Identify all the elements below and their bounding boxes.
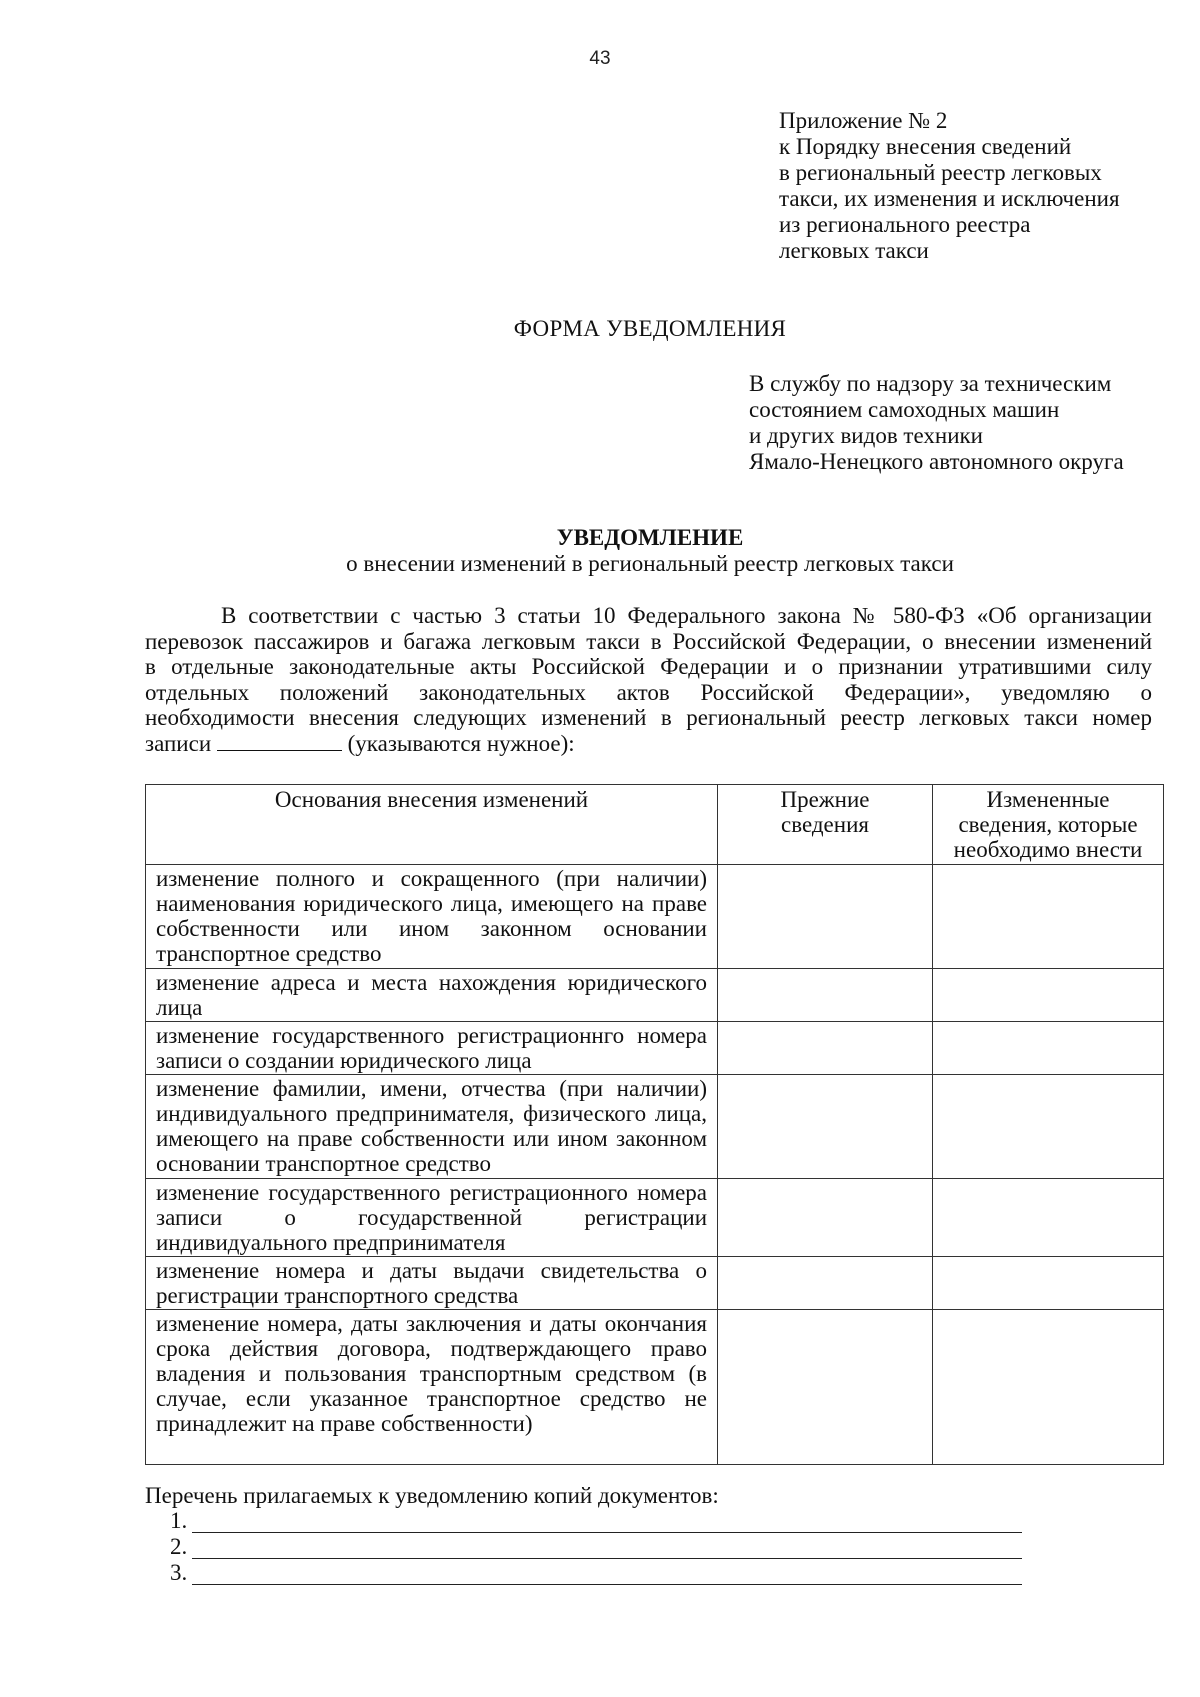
new-info-cell[interactable] bbox=[933, 1310, 1164, 1465]
previous-info-cell[interactable] bbox=[718, 1257, 933, 1310]
table-row bbox=[146, 865, 1164, 969]
addressee-line: Ямало-Ненецкого автономного округа bbox=[749, 449, 1124, 474]
previous-info-cell[interactable] bbox=[718, 1022, 933, 1075]
form-title: ФОРМА УВЕДОМЛЕНИЯ bbox=[513, 316, 787, 341]
attachment-line[interactable] bbox=[192, 1558, 1022, 1559]
notice-title: УВЕДОМЛЕНИЕ bbox=[556, 525, 744, 550]
new-info-cell[interactable] bbox=[933, 1075, 1164, 1179]
header-previous: Прежние сведения bbox=[718, 785, 933, 865]
paragraph-line: перевозок пассажиров и багажа легковым такси в Российской Федерации, о внесении изменений bbox=[145, 628, 1152, 654]
record-number-line bbox=[145, 731, 1152, 757]
header-reasons: Основания внесения изменений bbox=[146, 785, 718, 865]
previous-info-cell[interactable] bbox=[718, 1179, 933, 1257]
changes-table bbox=[145, 784, 1164, 1465]
attachment-line[interactable] bbox=[192, 1584, 1022, 1585]
reason-cell: изменение фамилии, имени, отчества (при наличии) индивидуального предпринимателя, физического лица, имеющего на праве собственности или ином законном основании транспортное средство bbox=[146, 1075, 718, 1179]
appendix-line: такси, их изменения и исключения bbox=[779, 186, 1120, 211]
reason-cell: изменение государственного регистрационнго номера записи о создании юридического лица bbox=[146, 1022, 718, 1075]
attachment-line[interactable] bbox=[192, 1532, 1022, 1533]
previous-info-cell[interactable] bbox=[718, 1075, 933, 1179]
table-row bbox=[146, 1257, 1164, 1310]
previous-info-cell[interactable] bbox=[718, 865, 933, 969]
reason-cell: изменение номера, даты заключения и даты окончания срока действия договора, подтверждающего право владения и пользования транспортным средством (в случае, если указанное транспортное средство не принадлежит на праве собственности) bbox=[146, 1310, 718, 1465]
table-row bbox=[146, 1179, 1164, 1257]
new-info-cell[interactable] bbox=[933, 1257, 1164, 1310]
previous-info-cell[interactable] bbox=[718, 969, 933, 1022]
header-new: Измененные сведения, которые необходимо внести bbox=[933, 785, 1164, 865]
attachments-heading: Перечень прилагаемых к уведомлению копий документов: bbox=[145, 1483, 719, 1508]
record-number-blank[interactable] bbox=[217, 733, 342, 751]
attachment-number: 2. bbox=[170, 1534, 188, 1559]
appendix-line: Приложение № 2 bbox=[779, 108, 948, 133]
attachment-number: 3. bbox=[170, 1560, 188, 1585]
paragraph-line: в отдельные законодательные акты Российской Федерации и о признании утратившими силу bbox=[145, 654, 1152, 679]
record-number-note: (указываются нужное): bbox=[347, 730, 575, 756]
new-info-cell[interactable] bbox=[933, 865, 1164, 969]
previous-info-cell[interactable] bbox=[718, 1310, 933, 1465]
table-row bbox=[146, 1022, 1164, 1075]
appendix-line: из регионального реестра bbox=[779, 212, 1031, 237]
appendix-line: к Порядку внесения сведений bbox=[779, 134, 1072, 159]
reason-cell: изменение государственного регистрационного номера записи о государственной регистрации индивидуального предпринимателя bbox=[146, 1179, 718, 1257]
appendix-reference bbox=[779, 108, 1179, 264]
paragraph-line: В соответствии с частью 3 статьи 10 Федерального закона № 580-ФЗ «Об организации bbox=[221, 603, 1152, 628]
reason-cell: изменение номера и даты выдачи свидетельства о регистрации транспортного средства bbox=[146, 1257, 718, 1310]
notice-subtitle: о внесении изменений в региональный реестр легковых такси bbox=[346, 551, 954, 576]
addressee-line: В службу по надзору за техническим bbox=[749, 371, 1112, 396]
table-row bbox=[146, 1075, 1164, 1179]
reason-cell: изменение адреса и места нахождения юридического лица bbox=[146, 969, 718, 1022]
new-info-cell[interactable] bbox=[933, 1179, 1164, 1257]
table-row bbox=[146, 969, 1164, 1022]
table-header-row bbox=[146, 785, 1164, 865]
new-info-cell[interactable] bbox=[933, 1022, 1164, 1075]
appendix-line: в региональный реестр легковых bbox=[779, 160, 1102, 185]
attachment-number: 1. bbox=[170, 1508, 188, 1533]
appendix-line: легковых такси bbox=[779, 238, 929, 263]
page-number: 43 bbox=[589, 48, 611, 69]
table-row bbox=[146, 1310, 1164, 1465]
reason-cell: изменение полного и сокращенного (при наличии) наименования юридического лица, имеющего на праве собственности или ином законном основании транспортное средство bbox=[146, 865, 718, 969]
paragraph-line: необходимости внесения следующих изменений в региональный реестр легковых такси номер bbox=[145, 705, 1152, 730]
addressee-line: и других видов техники bbox=[749, 423, 983, 448]
new-info-cell[interactable] bbox=[933, 969, 1164, 1022]
addressee-block bbox=[749, 371, 1169, 475]
notice-paragraph bbox=[145, 603, 1152, 756]
record-number-label: записи bbox=[145, 730, 212, 756]
paragraph-line: отдельных положений законодательных актов Российской Федерации», уведомляю о bbox=[145, 679, 1152, 705]
addressee-line: состоянием самоходных машин bbox=[749, 397, 1060, 422]
